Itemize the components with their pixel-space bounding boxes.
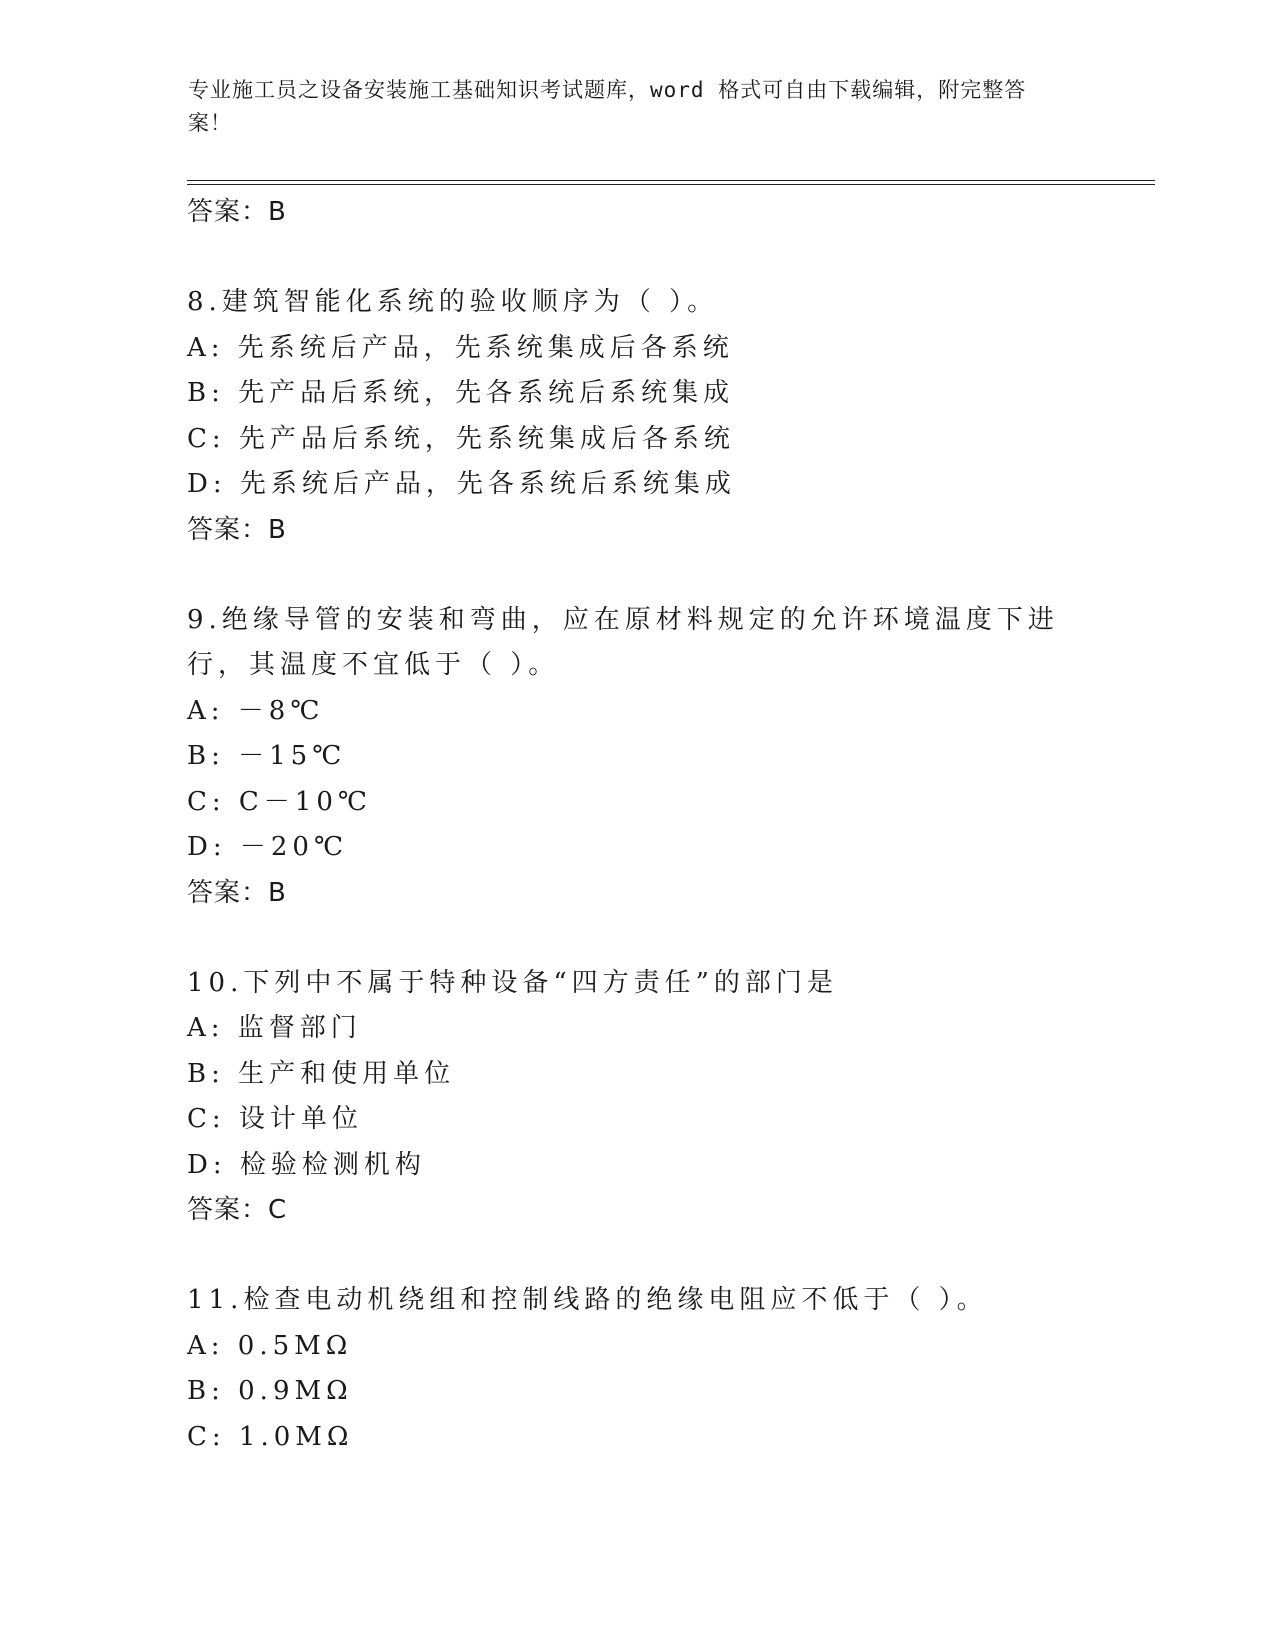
question-block: [187, 961, 1147, 1233]
option-d: D: 先系统后产品，先各系统后系统集成: [187, 469, 736, 499]
header-divider-top: [187, 180, 1155, 181]
option-d: D: 检验检测机构: [187, 1149, 426, 1180]
answer-line: 答案：C: [187, 1195, 288, 1225]
option-c: C: 1.0MΩ: [187, 1421, 354, 1452]
option-b: B: 生产和使用单位: [187, 1058, 456, 1089]
answer-line: 答案：B: [187, 877, 287, 908]
question-list: [187, 190, 1147, 1460]
option-b: B: 0.9MΩ: [187, 1376, 353, 1406]
option-a: A: 监督部门: [187, 1013, 362, 1043]
answer-line: 答案：B: [187, 197, 287, 227]
question-stem: 11.检查电动机绕组和控制线路的绝缘电阻应不低于（ ）。: [187, 1285, 988, 1315]
option-c: C: C－10℃: [187, 786, 372, 817]
answer-line: 答案：B: [187, 514, 287, 545]
page-header-text: 专业施工员之设备安装施工基础知识考试题库，word 格式可自由下载编辑，附完整答案！: [188, 78, 1027, 135]
header-divider-bottom: [187, 184, 1155, 185]
option-c: C: 设计单位: [187, 1104, 363, 1134]
option-a: A: －8℃: [187, 695, 325, 726]
option-a: A: 先系统后产品，先系统集成后各系统: [187, 332, 734, 363]
option-d: D: －20℃: [187, 832, 349, 862]
question-stem: 10.下列中不属于特种设备“四方责任”的部门是: [187, 967, 838, 998]
question-stem: 9.绝缘导管的安装和弯曲，应在原材料规定的允许环境温度下进行，其温度不宜低于（ ）。: [187, 604, 1059, 680]
option-b: B: －15℃: [187, 741, 347, 771]
option-b: B: 先产品后系统，先各系统后系统集成: [187, 378, 735, 408]
option-c: C: 先产品后系统，先系统集成后各系统: [187, 423, 735, 454]
question-block: [187, 1278, 1147, 1460]
question-stem: 8.建筑智能化系统的验收顺序为（ ）。: [187, 287, 719, 317]
question-block: [187, 280, 1147, 552]
question-block: [187, 598, 1147, 915]
option-a: A: 0.5MΩ: [187, 1330, 353, 1361]
